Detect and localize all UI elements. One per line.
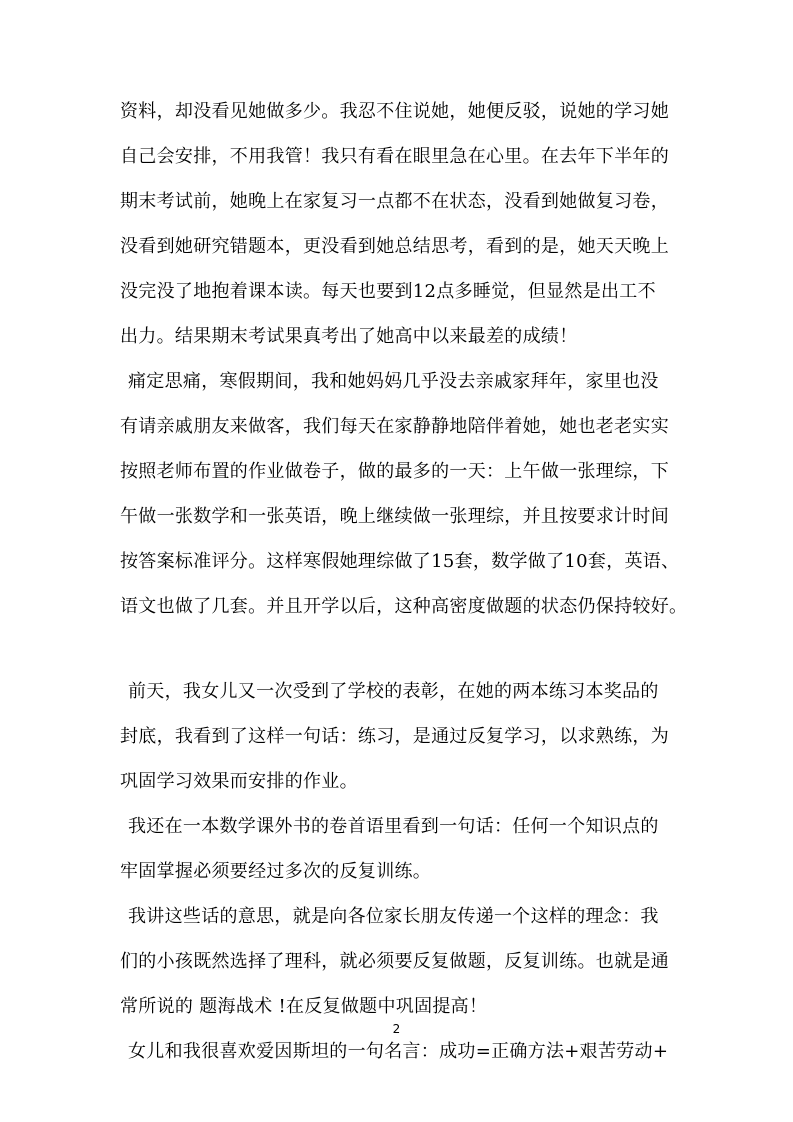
text-line: 按照老师布置的作业做卷子，做的最多的一天：上午做一张理综，下 bbox=[120, 461, 669, 482]
text-line: 巩固学习效果而安排的作业。 bbox=[120, 771, 358, 792]
text-line: 我还在一本数学课外书的卷首语里看到一句话：任何一个知识点的 bbox=[128, 816, 659, 837]
text-line: 痛定思痛，寒假期间，我和她妈妈几乎没去亲戚家拜年，家里也没 bbox=[128, 371, 659, 392]
text-line: 出力。结果期末考试果真考出了她高中以来最差的成绩！ bbox=[120, 326, 578, 347]
text-line: 没完没了地抱着课本读。每天也要到12点多睡觉，但显然是出工不 bbox=[120, 281, 656, 302]
text-line: 午做一张数学和一张英语，晚上继续做一张理综，并且按要求计时间 bbox=[120, 506, 669, 527]
text-line: 语文也做了几套。并且开学以后，这种高密度做题的状态仍保持较好。 bbox=[120, 596, 688, 617]
text-line: 有请亲戚朋友来做客，我们每天在家静静地陪伴着她，她也老老实实 bbox=[120, 416, 669, 437]
text-line: 按答案标准评分。这样寒假她理综做了15套，数学做了10套，英语、 bbox=[120, 551, 680, 572]
text-line: 期末考试前，她晚上在家复习一点都不在状态，没看到她做复习卷， bbox=[120, 191, 669, 212]
text-line: 封底，我看到了这样一句话：练习，是通过反复学习，以求熟练，为 bbox=[120, 726, 669, 747]
text-line: 自己会安排，不用我管！我只有看在眼里急在心里。在去年下半年的 bbox=[120, 146, 669, 167]
text-line: 常所说的 题海战术 !在反复做题中巩固提高！ bbox=[120, 996, 488, 1017]
text-line: 我讲这些话的意思，就是向各位家长朋友传递一个这样的理念：我 bbox=[128, 906, 659, 927]
text-line: 前天，我女儿又一次受到了学校的表彰，在她的两本练习本奖品的 bbox=[128, 681, 659, 702]
text-line: 女儿和我很喜欢爱因斯坦的一句名言：成功=正确方法+艰苦劳动+ bbox=[128, 1041, 669, 1062]
text-line: 牢固掌握必须要经过多次的反复训练。 bbox=[120, 861, 432, 882]
text-line: 们的小孩既然选择了理科，就必须要反复做题，反复训练。也就是通 bbox=[120, 951, 669, 972]
text-line: 没看到她研究错题本，更没看到她总结思考，看到的是，她天天晚上 bbox=[120, 236, 669, 257]
text-line: 资料，却没看见她做多少。我忍不住说她，她便反驳，说她的学习她 bbox=[120, 101, 669, 122]
page-number: 2 bbox=[392, 1022, 401, 1036]
